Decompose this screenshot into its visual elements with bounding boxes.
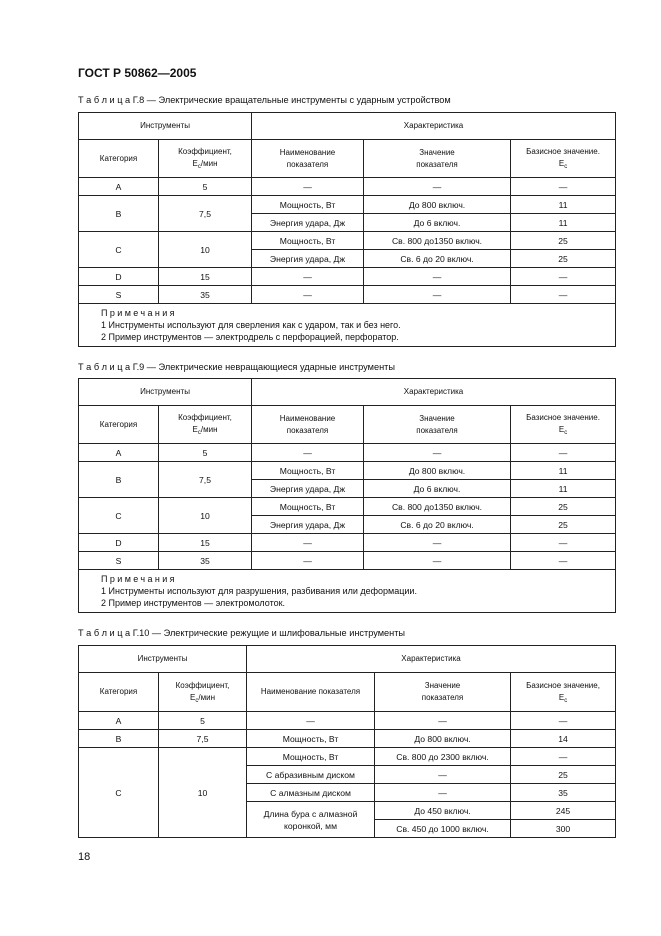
header-indicator-value (364, 406, 511, 444)
table-row (79, 730, 616, 748)
table-g9 (78, 378, 616, 613)
header-characteristic: Характеристика (252, 113, 616, 140)
cell-indicator-name: Энергия удара, Дж (252, 214, 364, 232)
header-instruments: Инструменты (79, 379, 252, 406)
header-instruments: Инструменты (79, 113, 252, 140)
note-item: 2 Пример инструментов — электромолоток. (101, 598, 286, 608)
coef-symbol: E (190, 692, 196, 702)
coef-subscript: c (197, 430, 201, 436)
table-row (79, 748, 616, 766)
header-indicator-value (364, 140, 511, 178)
cell-indicator-name: Энергия удара, Дж (252, 250, 364, 268)
base-line1: Базисное значение. (526, 147, 600, 156)
cell-category: B (79, 730, 159, 748)
base-subscript: c (564, 164, 568, 170)
table-row (79, 462, 616, 480)
cell-coefficient: 10 (159, 748, 247, 838)
header-category: Категория (79, 140, 159, 178)
cell-indicator-value: — (375, 766, 511, 784)
cell-base-value: 25 (511, 232, 616, 250)
value-line1: Значение (419, 147, 455, 157)
cell-coefficient: 10 (159, 498, 252, 534)
cell-indicator-value: До 800 включ. (364, 462, 511, 480)
cell-indicator-name: — (252, 534, 364, 552)
cell-coefficient: 15 (159, 268, 252, 286)
cell-coefficient: 35 (159, 286, 252, 304)
cell-indicator-name: Энергия удара, Дж (252, 480, 364, 498)
header-category: Категория (79, 673, 159, 712)
cell-indicator-value: До 6 включ. (364, 214, 511, 232)
value-line1: Значение (424, 681, 461, 690)
cell-base-value: — (511, 444, 616, 462)
table-g10 (78, 645, 616, 838)
cell-base-value: 245 (511, 802, 616, 820)
value-line1: Значение (419, 413, 455, 423)
coef-line1: Коэффициент, (178, 147, 232, 156)
base-subscript: c (564, 430, 568, 436)
cell-indicator-name: Мощность, Вт (252, 232, 364, 250)
cell-category: D (79, 534, 159, 552)
cell-indicator-name: С алмазным диском (247, 784, 375, 802)
table-notes (79, 304, 616, 347)
cell-category: S (79, 552, 159, 570)
coef-unit: /мин (198, 692, 215, 702)
header-base-value (511, 140, 616, 178)
table-row (79, 196, 616, 214)
cell-category: C (79, 748, 159, 838)
caption-text: Г.9 — Электрические невращающиеся ударные инструменты (132, 362, 395, 372)
table-row (79, 498, 616, 516)
cell-indicator-value: — (364, 268, 511, 286)
cell-base-value: — (511, 268, 616, 286)
cell-indicator-value: Св. 6 до 20 включ. (364, 250, 511, 268)
cell-indicator-value: — (375, 712, 511, 730)
table-row (79, 286, 616, 304)
cell-indicator-value: Св. 450 до 1000 включ. (375, 820, 511, 838)
cell-coefficient: 7,5 (159, 196, 252, 232)
cell-category: D (79, 268, 159, 286)
cell-indicator-value: Св. 6 до 20 включ. (364, 516, 511, 534)
caption-prefix: Т а б л и ц а (78, 628, 131, 638)
cell-category: B (79, 462, 159, 498)
cell-indicator-name: Мощность, Вт (247, 748, 375, 766)
base-symbol: E (558, 159, 565, 168)
cell-indicator-name: Длина бура с алмазной коронкой, мм (247, 802, 375, 838)
table-row (79, 444, 616, 462)
cell-coefficient: 10 (159, 232, 252, 268)
table-g8-caption (78, 95, 451, 105)
table-row (79, 552, 616, 570)
cell-base-value: 25 (511, 766, 616, 784)
cell-indicator-name: Мощность, Вт (247, 730, 375, 748)
cell-category: A (79, 444, 159, 462)
cell-indicator-value: — (375, 784, 511, 802)
table-row (79, 232, 616, 250)
cell-category: A (79, 178, 159, 196)
header-indicator-name (252, 140, 364, 178)
table-g10-caption (78, 628, 405, 638)
note-item: 1 Инструменты используют для сверления как с ударом, так и без него. (101, 320, 401, 330)
cell-coefficient: 5 (159, 444, 252, 462)
cell-indicator-value: — (364, 286, 511, 304)
coef-subscript: c (195, 697, 199, 704)
table-g8 (78, 112, 616, 347)
notes-title: Примечания (101, 308, 177, 318)
caption-text: Г.8 — Электрические вращательные инструменты с ударным устройством (132, 95, 451, 105)
notes-title: Примечания (101, 574, 177, 584)
cell-indicator-name: — (252, 178, 364, 196)
cell-indicator-value: — (364, 178, 511, 196)
header-category: Категория (79, 406, 159, 444)
cell-indicator-name: Мощность, Вт (252, 498, 364, 516)
cell-coefficient: 7,5 (159, 730, 247, 748)
header-base-value (511, 406, 616, 444)
note-item: 2 Пример инструментов — электродрель с перфорацией, перфоратор. (101, 332, 399, 342)
value-line2: показателя (416, 425, 458, 435)
base-symbol: E (558, 425, 565, 434)
cell-indicator-value: До 800 включ. (364, 196, 511, 214)
cell-category: C (79, 498, 159, 534)
header-coefficient (159, 406, 252, 444)
name-line2: показателя (286, 425, 329, 435)
cell-coefficient: 5 (159, 178, 252, 196)
cell-indicator-name: — (252, 552, 364, 570)
table-notes (79, 570, 616, 613)
cell-indicator-name: С абразивным диском (247, 766, 375, 784)
base-line1: Базисное значение, (526, 680, 600, 690)
table-row (79, 534, 616, 552)
header-indicator-name: Наименование показателя (247, 673, 375, 712)
cell-category: C (79, 232, 159, 268)
table-g9-caption (78, 362, 395, 372)
coef-unit: /мин (200, 425, 218, 434)
header-indicator-value (375, 673, 511, 712)
caption-prefix: Т а б л и ц а (78, 362, 131, 372)
cell-coefficient: 5 (159, 712, 247, 730)
header-base-value (511, 673, 616, 712)
coef-subscript: c (197, 164, 201, 170)
header-coefficient (159, 140, 252, 178)
name-line1: Наименование (279, 413, 336, 423)
cell-coefficient: 15 (159, 534, 252, 552)
cell-base-value: 25 (511, 516, 616, 534)
base-symbol: E (558, 692, 565, 702)
header-indicator-name (252, 406, 364, 444)
cell-category: S (79, 286, 159, 304)
header-characteristic: Характеристика (247, 646, 616, 673)
cell-indicator-value: — (364, 534, 511, 552)
cell-base-value: — (511, 748, 616, 766)
coef-unit: /мин (200, 159, 218, 168)
cell-coefficient: 7,5 (159, 462, 252, 498)
cell-indicator-value: До 6 включ. (364, 480, 511, 498)
cell-indicator-value: Св. 800 до1350 включ. (364, 232, 511, 250)
value-line2: показателя (421, 693, 464, 702)
cell-indicator-name: — (252, 286, 364, 304)
cell-indicator-name: Энергия удара, Дж (252, 516, 364, 534)
table-row (79, 712, 616, 730)
coef-line1: Коэффициент, (175, 680, 230, 690)
cell-category: B (79, 196, 159, 232)
caption-text: Г.10 — Электрические режущие и шлифовальные инструменты (132, 628, 406, 638)
note-item: 1 Инструменты используют для разрушения, разбивания или деформации. (101, 586, 417, 596)
cell-base-value: 14 (511, 730, 616, 748)
standard-code: ГОСТ Р 50862—2005 (78, 66, 197, 80)
cell-base-value: 35 (511, 784, 616, 802)
coef-symbol: E (192, 159, 198, 168)
name-line1: Наименование (279, 147, 336, 157)
cell-indicator-name: Мощность, Вт (252, 196, 364, 214)
cell-indicator-value: — (364, 552, 511, 570)
cell-indicator-name: — (252, 268, 364, 286)
cell-base-value: 11 (511, 462, 616, 480)
cell-coefficient: 35 (159, 552, 252, 570)
table-row (79, 178, 616, 196)
cell-indicator-name: — (252, 444, 364, 462)
cell-indicator-value: До 450 включ. (375, 802, 511, 820)
cell-base-value: 25 (511, 250, 616, 268)
cell-base-value: — (511, 286, 616, 304)
cell-indicator-name: — (247, 712, 375, 730)
base-line1: Базисное значение. (526, 413, 600, 422)
coef-line1: Коэффициент, (178, 413, 232, 422)
cell-base-value: 25 (511, 498, 616, 516)
cell-indicator-value: — (364, 444, 511, 462)
header-coefficient (159, 673, 247, 712)
cell-indicator-value: До 800 включ. (375, 730, 511, 748)
name-line2: показателя (286, 159, 329, 169)
page-number: 18 (78, 851, 91, 863)
cell-base-value: 11 (511, 214, 616, 232)
base-subscript: c (564, 697, 568, 704)
cell-base-value: 300 (511, 820, 616, 838)
value-line2: показателя (416, 159, 458, 169)
table-row (79, 268, 616, 286)
cell-indicator-name: Мощность, Вт (252, 462, 364, 480)
caption-prefix: Т а б л и ц а (78, 95, 131, 105)
header-instruments: Инструменты (79, 646, 247, 673)
cell-indicator-value: Св. 800 до 2300 включ. (375, 748, 511, 766)
cell-base-value: — (511, 712, 616, 730)
cell-category: A (79, 712, 159, 730)
cell-indicator-value: Св. 800 до1350 включ. (364, 498, 511, 516)
cell-base-value: — (511, 178, 616, 196)
cell-base-value: — (511, 534, 616, 552)
cell-base-value: 11 (511, 196, 616, 214)
cell-base-value: 11 (511, 480, 616, 498)
header-characteristic: Характеристика (252, 379, 616, 406)
cell-base-value: — (511, 552, 616, 570)
coef-symbol: E (192, 425, 198, 434)
